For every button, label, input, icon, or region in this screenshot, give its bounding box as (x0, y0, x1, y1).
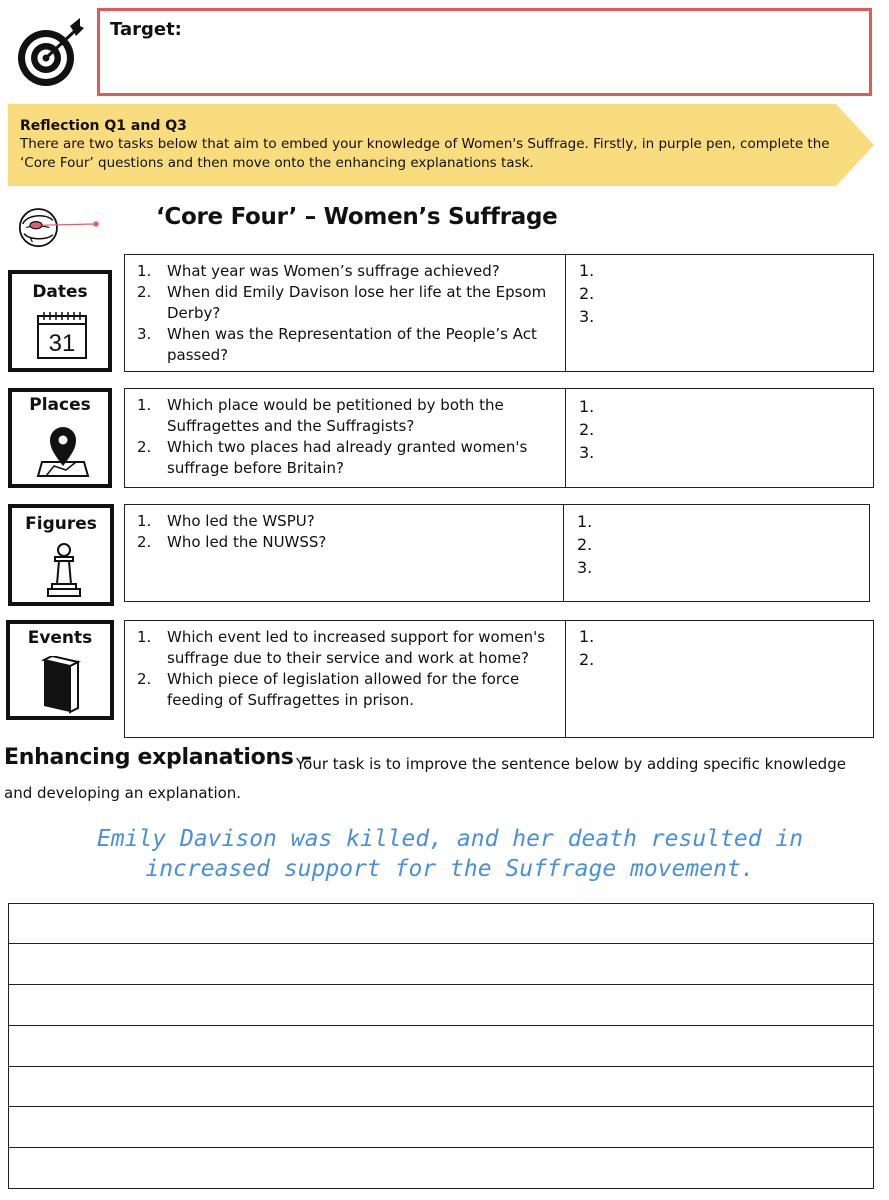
target-icon (14, 14, 86, 92)
enhancing-instructions: Your task is to improve the sentence below by adding specific knowledge and developing an explanation. (4, 755, 846, 802)
answer-slot[interactable]: 2. (579, 420, 595, 439)
dates-question: 1. What year was Women’s suffrage achieved? (137, 262, 500, 280)
banner-text: There are two tasks below that aim to embed your knowledge of Women's Suffrage. Firstly, in purple pen, complete the ‘Core Four’ questions and then move onto the enhancing explanations task. (20, 136, 830, 171)
places-label: Places (29, 395, 91, 415)
figures-category (8, 504, 114, 606)
figures-answers[interactable] (577, 510, 592, 579)
places-question: 2. Which two places had already granted women's suffrage before Britain? (137, 438, 528, 477)
writing-line (9, 1147, 873, 1148)
dates-question: 2. When did Emily Davison lose her life at the Epsom Derby? (137, 283, 547, 322)
calendar-number: 31 (48, 330, 76, 357)
figures-table (124, 504, 870, 602)
writing-line (9, 1066, 873, 1067)
events-table (124, 620, 874, 738)
dates-questions (135, 261, 555, 366)
banner-title: Reflection Q1 and Q3 (20, 118, 187, 134)
target-box[interactable] (97, 8, 872, 96)
events-question: 1. Which event led to increased support for women's suffrage due to their service and work at home? (137, 628, 546, 667)
map-pin-icon (36, 422, 90, 478)
dates-answers[interactable] (579, 259, 594, 328)
answer-slot[interactable]: 3. (577, 558, 593, 577)
events-questions (135, 627, 555, 711)
figures-question: 1. Who led the WSPU? (137, 512, 315, 530)
events-answers[interactable] (579, 625, 594, 671)
answer-slot[interactable]: 3. (579, 307, 595, 326)
figures-questions (135, 511, 555, 553)
chess-pawn-icon (46, 542, 82, 600)
answer-slot[interactable]: 2. (579, 650, 595, 669)
answer-slot[interactable]: 1. (579, 261, 595, 280)
places-category (8, 388, 112, 488)
writing-area[interactable] (8, 903, 874, 1189)
figures-label: Figures (25, 514, 97, 534)
places-question: 1. Which place would be petitioned by both the Suffragettes and the Suffragists? (137, 396, 504, 435)
writing-line (9, 1025, 873, 1026)
enhancing-title: Enhancing explanations – (4, 745, 312, 770)
answer-slot[interactable]: 2. (577, 535, 593, 554)
dates-label: Dates (32, 282, 88, 302)
places-table (124, 388, 874, 488)
events-label: Events (27, 628, 93, 648)
writing-line (9, 1106, 873, 1107)
figures-question: 2. Who led the NUWSS? (137, 533, 327, 551)
target-label: Target: (110, 19, 182, 40)
dates-table (124, 254, 874, 372)
book-icon (40, 656, 84, 714)
answer-slot[interactable]: 1. (579, 627, 595, 646)
answer-slot[interactable]: 3. (579, 443, 595, 462)
explanation-sentence: Emily Davison was killed, and her death resulted in increased support for the Suffrage movement. (96, 826, 804, 882)
writing-line (9, 943, 873, 944)
core-four-title: ‘Core Four’ – Women’s Suffrage (156, 204, 558, 230)
dates-category (8, 270, 112, 372)
answer-slot[interactable]: 2. (579, 284, 595, 303)
events-question: 2. Which piece of legislation allowed for the force feeding of Suffragettes in prison. (137, 670, 520, 709)
writing-line (9, 984, 873, 985)
places-answers[interactable] (579, 395, 594, 464)
places-questions (135, 395, 555, 479)
dates-question: 3. When was the Representation of the People’s Act passed? (137, 325, 537, 364)
answer-slot[interactable]: 1. (579, 397, 595, 416)
answer-slot[interactable]: 1. (577, 512, 593, 531)
brain-icon (12, 192, 102, 262)
calendar-icon (35, 308, 89, 360)
events-category (6, 620, 114, 720)
